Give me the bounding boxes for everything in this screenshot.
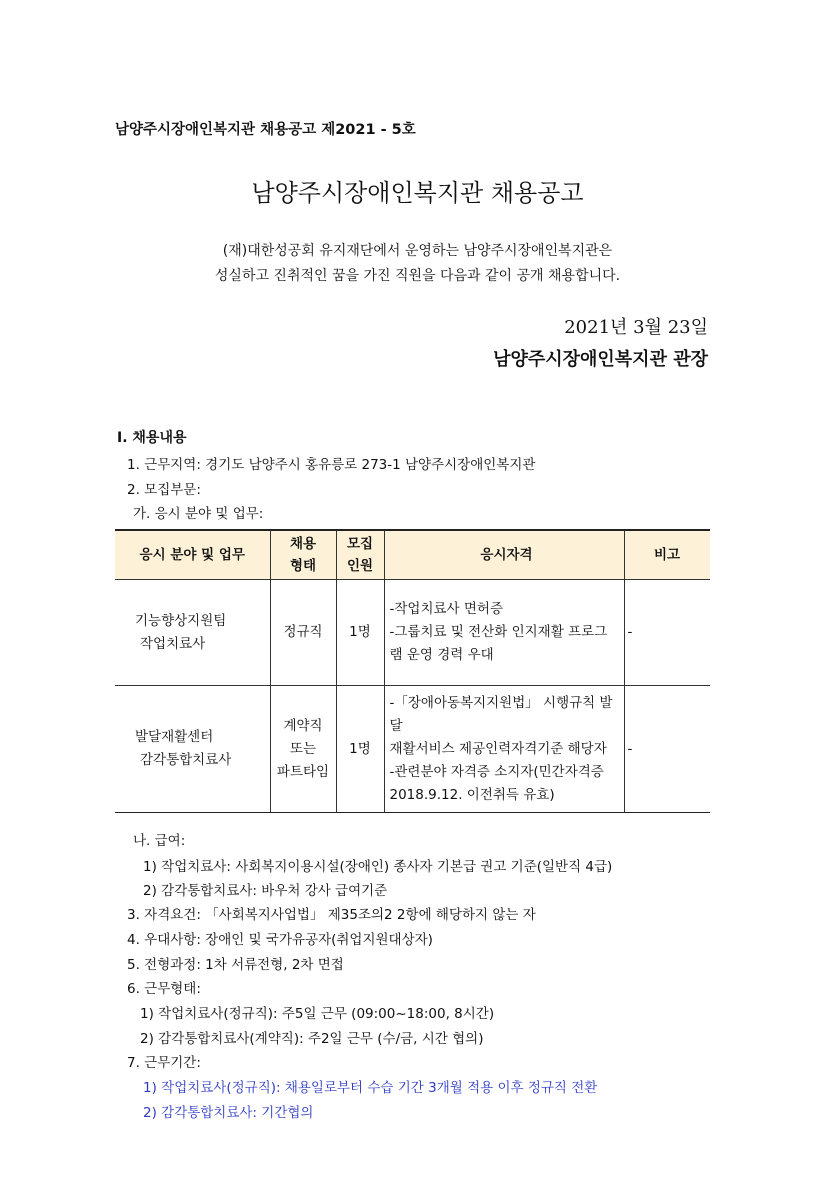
- notice-number: 남양주시장애인복지관 채용공고 제2021 - 5호: [115, 122, 416, 138]
- section-heading: Ⅰ. 채용내용: [117, 430, 187, 446]
- qualification-cell: [384, 686, 624, 813]
- note-cell: -: [624, 686, 710, 813]
- header-type-line1: 채용: [289, 536, 317, 552]
- type-line: 파트타임: [276, 763, 330, 780]
- qualification-cell: [384, 580, 624, 686]
- item-work-period-si: 2) 감각통합치료사: 기간협의: [143, 1105, 314, 1121]
- item-work-type-ot: 1) 작업치료사(정규직): 주5일 근무 (09:00~18:00, 8시간): [140, 1006, 495, 1022]
- type-line: 또는: [289, 740, 317, 757]
- item-selection: 5. 전형과정: 1차 서류전형, 2차 면접: [127, 957, 344, 973]
- header-note: 비고: [624, 530, 710, 580]
- qualification-line: 2018.9.12. 이전취득 유효): [389, 786, 555, 803]
- item-salary: 나. 급여:: [133, 833, 186, 849]
- item-qualification: 3. 자격요건: 「사회복지사업법」 제35조의2 2항에 해당하지 않는 자: [127, 907, 536, 923]
- qualification-line: -작업치료사 면허증: [389, 601, 503, 617]
- intro-line-1: (재)대한성공회 유지재단에서 운영하는 남양주시장애인복지관은: [222, 243, 613, 259]
- item-fields: 가. 응시 분야 및 업무:: [133, 506, 264, 522]
- field-role: 작업치료사: [140, 635, 206, 652]
- count-cell: 1명: [336, 686, 384, 813]
- field-team: 기능향상지원팀: [135, 612, 227, 629]
- page-title: 남양주시장애인복지관 채용공고: [251, 179, 584, 207]
- item-salary-si: 2) 감각통합치료사: 바우처 강사 급여기준: [143, 883, 388, 899]
- header-type: [270, 530, 336, 580]
- table-header-row: [115, 530, 710, 580]
- header-count-line1: 모집: [346, 536, 374, 552]
- item-work-period: 7. 근무기간:: [127, 1055, 201, 1071]
- item-preference: 4. 우대사항: 장애인 및 국가유공자(취업지원대상자): [127, 932, 433, 948]
- qualification-line: -그룹치료 및 전산화 인지재활 프로그: [389, 624, 608, 640]
- header-qualification: 응시자격: [384, 530, 624, 580]
- type-cell: [270, 686, 336, 813]
- table-row: [115, 686, 710, 813]
- header-count-line2: 인원: [346, 558, 374, 574]
- header-count: [336, 530, 384, 580]
- count-cell: 1명: [336, 580, 384, 686]
- type-line: 정규직: [283, 624, 323, 640]
- item-recruitment: 2. 모집부문:: [127, 482, 201, 498]
- note-cell: -: [624, 580, 710, 686]
- issuer-title: 남양주시장애인복지관 관장: [493, 349, 708, 370]
- item-work-type-si: 2) 감각통합치료사(계약직): 주2일 근무 (수/금, 시간 협의): [140, 1031, 484, 1047]
- item-salary-ot: 1) 작업치료사: 사회복지이용시설(장애인) 종사자 기본급 권고 기준(일반직 4급): [143, 859, 613, 875]
- item-work-type: 6. 근무형태:: [127, 981, 201, 997]
- type-line: 계약직: [283, 717, 323, 734]
- field-team: 발달재활센터: [135, 729, 214, 745]
- qualification-line: 재활서비스 제공인력자격기준 해당자: [389, 740, 607, 757]
- header-type-line2: 형태: [289, 558, 317, 574]
- item-work-period-ot: 1) 작업치료사(정규직): 채용일로부터 수습 기간 3개월 적용 이후 정규직 전환: [143, 1080, 598, 1096]
- type-cell: [270, 580, 336, 686]
- field-role: 감각통합치료사: [140, 752, 232, 768]
- qualification-line: -「장애아동복지지원법」 시행규칙 발달: [389, 694, 613, 734]
- field-cell: [115, 686, 270, 813]
- notice-date: 2021년 3월 23일: [564, 317, 708, 338]
- qualification-line: -관련분야 자격증 소지자(민간자격증: [389, 763, 604, 780]
- header-field: 응시 분야 및 업무: [115, 530, 270, 580]
- item-work-location: 1. 근무지역: 경기도 남양주시 홍유릉로 273-1 남양주시장애인복지관: [127, 457, 536, 473]
- field-cell: [115, 580, 270, 686]
- recruitment-table: [115, 529, 710, 813]
- table-row: [115, 580, 710, 686]
- intro-line-2: 성실하고 진취적인 꿈을 가진 직원을 다음과 같이 공개 채용합니다.: [214, 268, 621, 284]
- qualification-line: 램 운영 경력 우대: [389, 647, 494, 663]
